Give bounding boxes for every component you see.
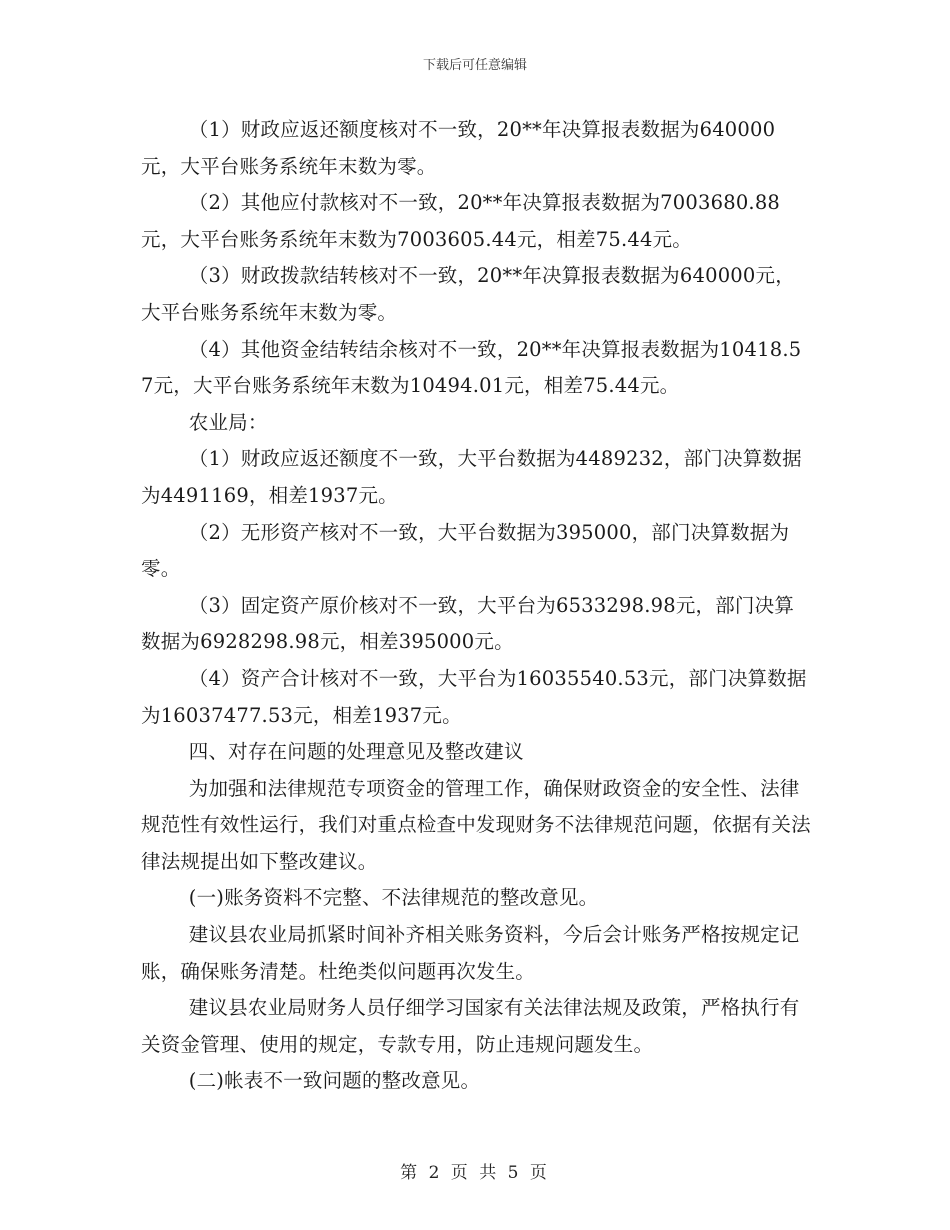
paragraph-7: （2）无形资产核对不一致，大平台数据为395000，部门决算数据为零。: [141, 520, 790, 581]
paragraph-3: （3）财政拨款结转核对不一致，20**年决算报表数据为640000元，大平台账务系统年末数为零。: [141, 264, 795, 324]
paragraph-2: （2）其他应付款核对不一致，20**年决算报表数据为7003680.88元，大平台账务系统年末数为7003605.44元，相差75.44元。: [141, 191, 781, 251]
subheading-1: (一)账务资料不完整、不法律规范的整改意见。: [188, 886, 599, 910]
page-header: 下载后可任意编辑: [422, 58, 527, 73]
document-body: [141, 112, 811, 1100]
section-label-agriculture-bureau: 农业局：: [188, 410, 268, 434]
section-heading-4: 四、对存在问题的处理意见及整改建议: [188, 740, 524, 764]
paragraph-13: 建议县农业局抓紧时间补齐相关账务资料，今后会计账务严格按规定记账，确保账务清楚。杜绝类似问题再次发生。: [141, 923, 800, 983]
paragraph-1: （1）财政应返还额度核对不一致，20**年决算报表数据为640000元，大平台账务系统年末数为零。: [141, 118, 776, 178]
paragraph-6: （1）财政应返还额度不一致，大平台数据为4489232，部门决算数据为4491169，相差1937元。: [141, 447, 802, 507]
paragraph-4: （4）其他资金结转结余核对不一致，20**年决算报表数据为10418.57元，大平台账务系统年末数为10494.01元，相差75.44元。: [141, 337, 802, 398]
subheading-2: (二)帐表不一致问题的整改意见。: [188, 1069, 481, 1093]
page-number: 第 2 页 共 5 页: [400, 1163, 550, 1183]
paragraph-14: 建议县农业局财务人员仔细学习国家有关法律法规及政策，严格执行有关资金管理、使用的规定，专款专用，防止违规问题发生。: [141, 996, 800, 1056]
paragraph-9: （4）资产合计核对不一致，大平台为16035540.53元，部门决算数据为16037477.53元，相差1937元。: [141, 666, 807, 727]
paragraph-8: （3）固定资产原价核对不一致，大平台为6533298.98元，部门决算数据为6928298.98元，相差395000元。: [141, 593, 795, 654]
paragraph-11: 为加强和法律规范专项资金的管理工作，确保财政资金的安全性、法律规范性有效性运行，我们对重点检查中发现财务不法律规范问题，依据有关法律法规提出如下整改建议。: [141, 776, 811, 873]
